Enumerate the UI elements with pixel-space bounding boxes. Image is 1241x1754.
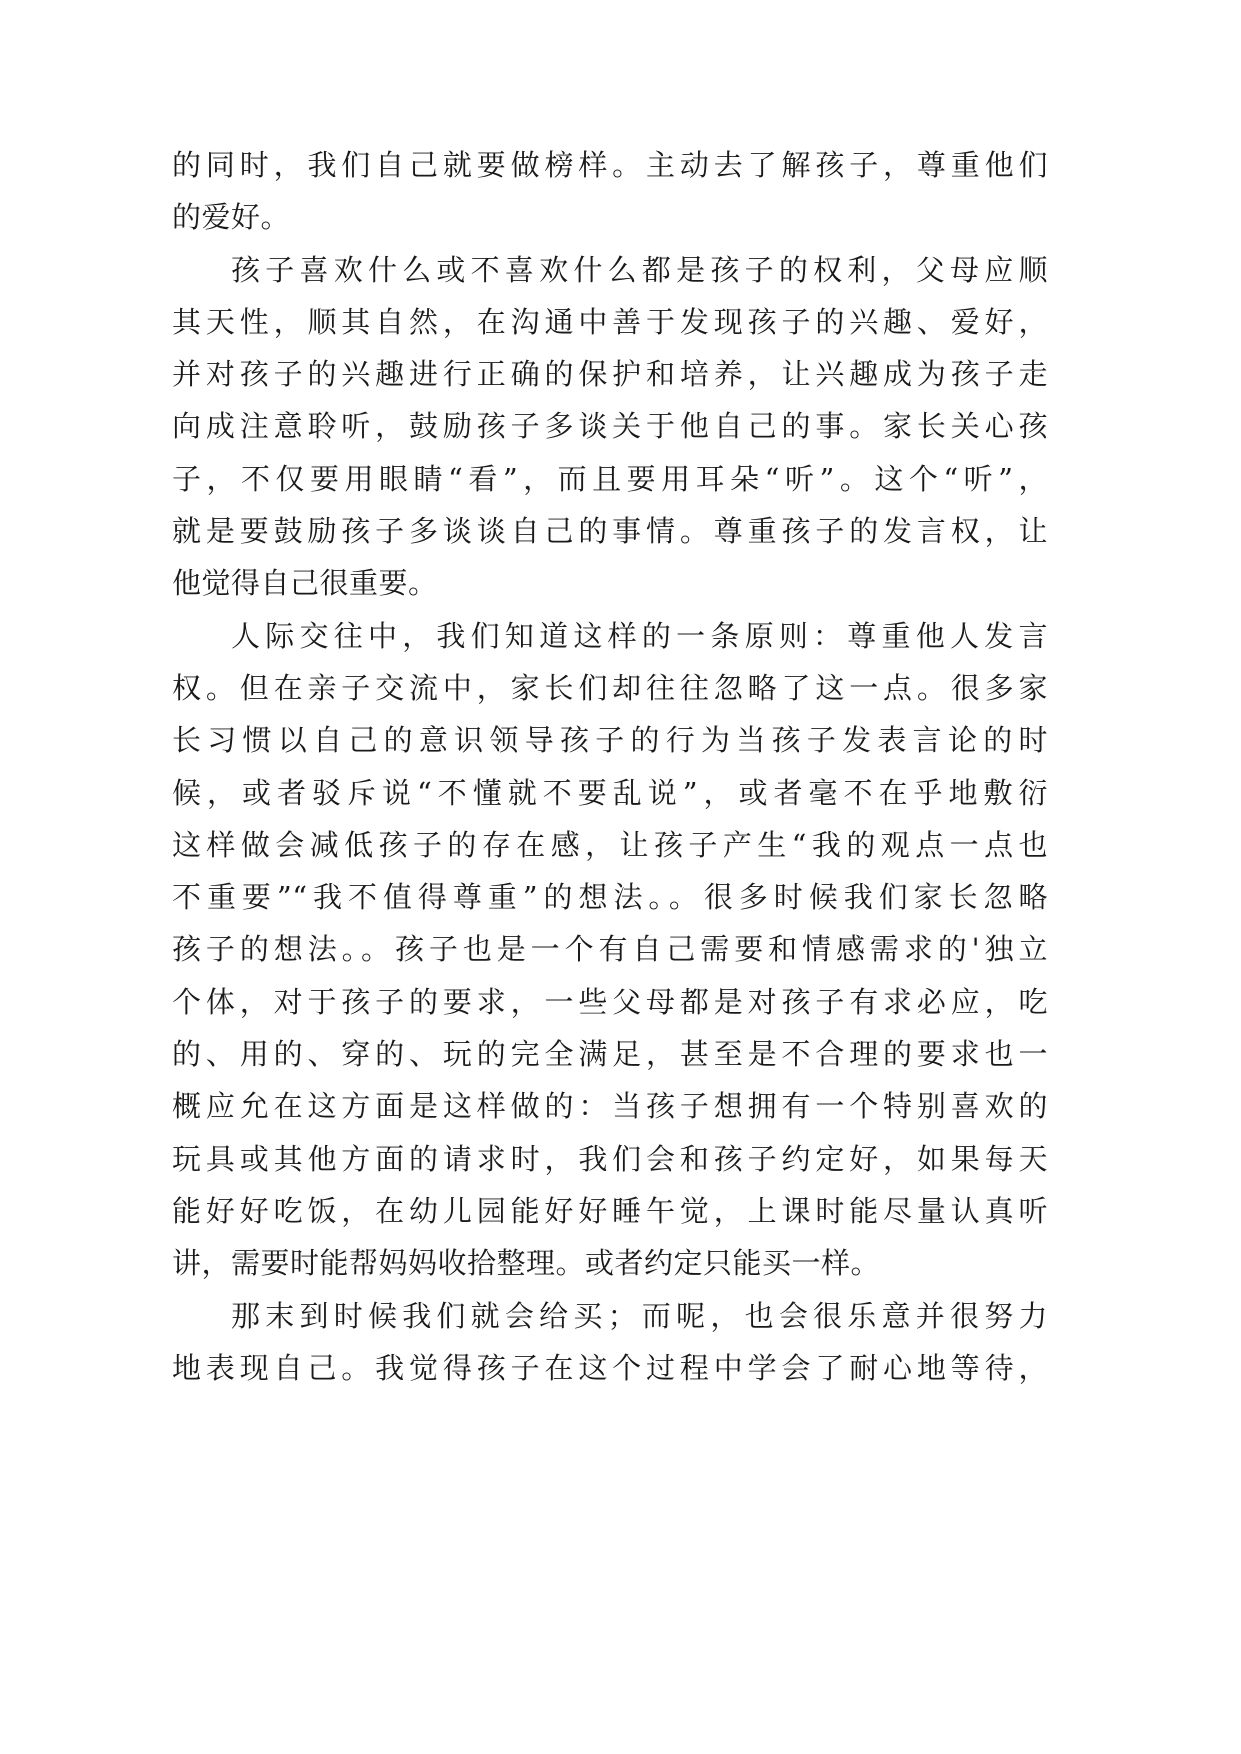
text-line: 的、用的、穿的、玩的完全满足，甚至是不合理的要求也一: [172, 1037, 1048, 1072]
document-body: [172, 139, 1048, 1394]
text-line: 的同时，我们自己就要做榜样。主动去了解孩子，尊重他们: [172, 148, 1048, 182]
text-line: 他觉得自己很重要。: [172, 566, 438, 601]
text-line: 的爱好。: [172, 200, 291, 235]
text-line: 讲，需要时能帮妈妈收拾整理。或者约定只能买一样。: [172, 1246, 881, 1281]
text-line: 孩子的想法。。孩子也是一个有自己需要和情感需求的'独立: [172, 932, 1048, 967]
text-line: 候，或者驳斥说“不懂就不要乱说”，或者毫不在乎地敷衍: [172, 775, 1048, 810]
text-line: 那末到时候我们就会给买；而呢，也会很乐意并很努力: [231, 1298, 1048, 1333]
text-line: 子，不仅要用眼睛“看”，而且要用耳朵“听”。这个“听”，: [172, 461, 1048, 496]
text-line: 不重要”“我不值得尊重”的想法。。很多时候我们家长忽略: [172, 880, 1048, 915]
paragraph: [172, 1290, 1048, 1395]
text-line: 长习惯以自己的意识领导孩子的行为当孩子发表言论的时: [172, 723, 1048, 758]
text-line: 向成注意聆听，鼓励孩子多谈关于他自己的事。家长关心孩: [172, 409, 1048, 444]
paragraph: [172, 610, 1048, 1290]
text-line: 能好好吃饭，在幼儿园能好好睡午觉，上课时能尽量认真听: [172, 1193, 1048, 1228]
text-line: 概应允在这方面是这样做的：当孩子想拥有一个特别喜欢的: [172, 1089, 1048, 1124]
text-line: 就是要鼓励孩子多谈谈自己的事情。尊重孩子的发言权，让: [172, 514, 1048, 549]
text-line: 玩具或其他方面的请求时，我们会和孩子约定好，如果每天: [172, 1141, 1048, 1176]
text-line: 权。但在亲子交流中，家长们却往往忽略了这一点。很多家: [172, 670, 1048, 705]
text-line: 并对孩子的兴趣进行正确的保护和培养，让兴趣成为孩子走: [172, 357, 1048, 392]
paragraph-continuation: [172, 139, 1048, 244]
text-line: 个体，对于孩子的要求，一些父母都是对孩子有求必应，吃: [172, 984, 1048, 1019]
text-line: 地表现自己。我觉得孩子在这个过程中学会了耐心地等待，: [172, 1350, 1048, 1385]
text-line: 人际交往中，我们知道这样的一条原则：尊重他人发言: [231, 618, 1048, 653]
paragraph: [172, 244, 1048, 610]
text-line: 孩子喜欢什么或不喜欢什么都是孩子的权利，父母应顺: [231, 252, 1048, 287]
text-line: 其天性，顺其自然，在沟通中善于发现孩子的兴趣、爱好，: [172, 304, 1048, 339]
text-line: 这样做会减低孩子的存在感，让孩子产生“我的观点一点也: [172, 827, 1048, 862]
